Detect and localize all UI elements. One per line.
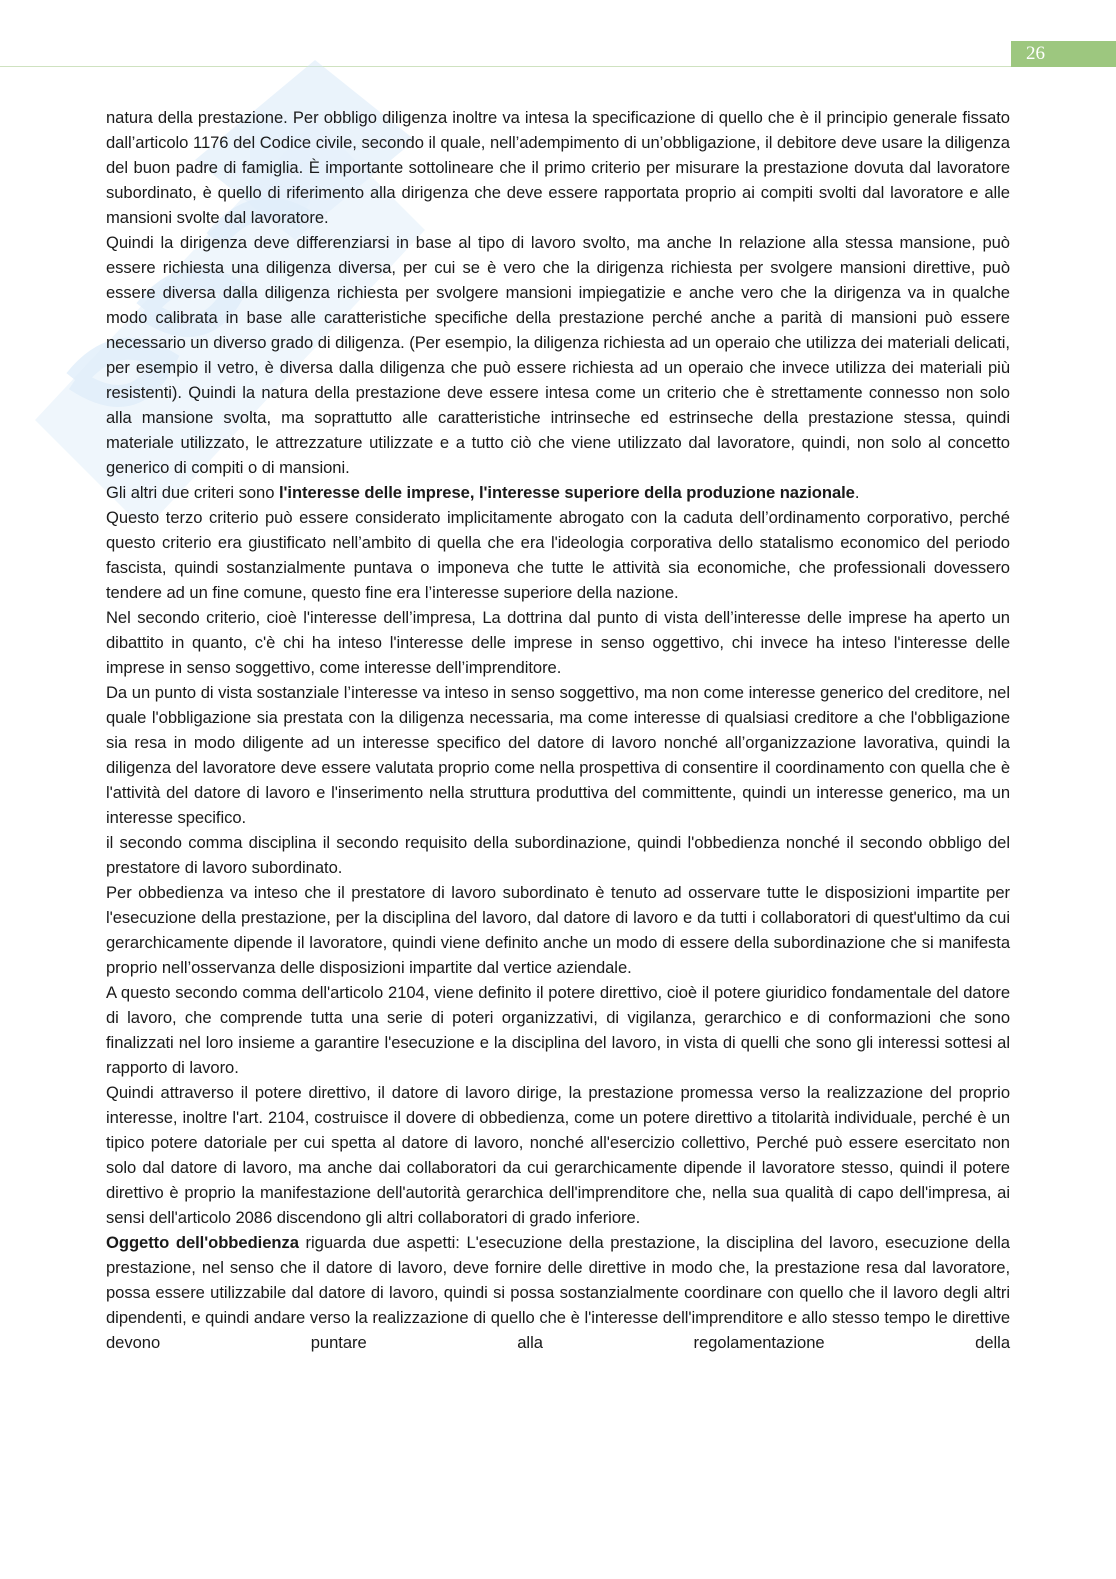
- header-rule: [0, 66, 1011, 67]
- paragraph: Per obbedienza va inteso che il prestatore di lavoro subordinato è tenuto ad osservare tutte le disposizioni impartite per l'esecuzione della prestazione, per la disciplina del lavoro, dal datore di lavoro e da tutti i collaboratori di quest'ultimo da cui gerarchicamente dipende il lavoratore, quindi viene definito anche un modo di essere della subordinazione che si manifesta proprio nell’osservanza delle disposizioni impartite dal vertice aziendale.: [106, 883, 1010, 977]
- bold-term: l'interesse delle imprese: [278, 483, 470, 502]
- paragraph: Quindi la dirigenza deve differenziarsi in base al tipo di lavoro svolto, ma anche In relazione alla stessa mansione, può essere richiesta una diligenza diversa, per cui se è vero che la dirigenza richiesta per svolgere mansioni direttive, può essere diversa dalla diligenza richiesta per svolgere mansioni impiegatizie e anche vero che la dirigenza va in qualche modo calibrata in base alle caratteristiche specifiche della prestazione perché anche a parità di mansioni può essere necessario un diverso grado di diligenza. (Per esempio, la diligenza richiesta ad un operaio che utilizza dei materiali delicati, per esempio il vetro, è diversa dalla diligenza che può essere richiesta ad un operaio che invece utilizza dei materiali più resistenti). Quindi la natura della prestazione deve essere intesa come un criterio che è strettamente connesso non solo alla mansione svolta, ma soprattutto alle caratteristiche intrinseche ed estrinseche della prestazione stessa, quindi materiale utilizzato, le attrezzature utilizzate e a tutto ciò che viene utilizzato dal lavoratore, quindi, non solo al concetto generico di compiti o di mansioni.: [106, 233, 1010, 477]
- bold-term: Oggetto dell'obbedienza: [106, 1233, 299, 1252]
- document-body: [106, 105, 1010, 1355]
- paragraph: Oggetto dell'obbedienza riguarda due aspetti: L'esecuzione della prestazione, la disciplina del lavoro, esecuzione della prestazione, nel senso che il datore di lavoro, deve fornire delle direttive in modo che, la prestazione resa dal lavoratore, possa essere utilizzabile dal datore di lavoro, quindi si possa sostanzialmente coordinare con quello che il lavoro degli altri dipendenti, e quindi andare verso la realizzazione di quello che è l'interesse dell'imprenditore e allo stesso tempo le direttive devono puntare alla regolamentazione della: [106, 1233, 1010, 1352]
- paragraph: Da un punto di vista sostanziale l’interesse va inteso in senso soggettivo, ma non come interesse generico del creditore, nel quale l'obbligazione sia prestata con la diligenza necessaria, ma come interesse di qualsiasi creditore a che l'obbligazione sia resa in modo diligente ad un interesse specifico del datore di lavoro nonché all’organizzazione lavorativa, quindi la diligenza del lavoratore deve essere valutata proprio come nella prospettiva di consentire il coordinamento con quella che è l'attività del datore di lavoro e l'inserimento nella struttura produttiva del committente, quindi un interesse generico, ma un interesse specifico.: [106, 683, 1010, 827]
- paragraph: il secondo comma disciplina il secondo requisito della subordinazione, quindi l'obbedienza nonché il secondo obbligo del prestatore di lavoro subordinato.: [106, 833, 1010, 877]
- paragraph: A questo secondo comma dell'articolo 2104, viene definito il potere direttivo, cioè il potere giuridico fondamentale del datore di lavoro, che comprende tutta una serie di poteri organizzativi, di vigilanza, gerarchico e di conformazioni che sono finalizzati nel loro insieme a garantire l'esecuzione e la disciplina del lavoro, in vista di quelli che sono gli interessi sottesi al rapporto di lavoro.: [106, 983, 1010, 1077]
- paragraph: Gli altri due criteri sono l'interesse delle imprese, l'interesse superiore della produzione nazionale.: [106, 483, 860, 502]
- paragraph: Nel secondo criterio, cioè l'interesse dell’impresa, La dottrina dal punto di vista dell’interesse delle imprese ha aperto un dibattito in quanto, c'è chi ha inteso l'interesse delle imprese in senso oggettivo, chi invece ha inteso l'interesse delle imprese in senso soggettivo, come interesse dell’imprenditore.: [106, 608, 1010, 677]
- paragraph: natura della prestazione. Per obbligo diligenza inoltre va intesa la specificazione di quello che è il principio generale fissato dall’articolo 1176 del Codice civile, secondo il quale, nell’adempimento di un’obbligazione, il debitore deve usare la diligenza del buon padre di famiglia. È importante sottolineare che il primo criterio per misurare la prestazione dovuta dal lavoratore subordinato, è quello di riferimento alla dirigenza che deve essere rapportata proprio ai compiti svolti dal lavoratore e alle mansioni svolte dal lavoratore.: [106, 108, 1010, 227]
- bold-term: l'interesse superiore della produzione nazionale: [478, 483, 855, 502]
- paragraph: Quindi attraverso il potere direttivo, il datore di lavoro dirige, la prestazione promessa verso la realizzazione del proprio interesse, inoltre l'art. 2104, costruisce il dovere di obbedienza, come un potere direttivo a titolarità individuale, perché è un tipico potere datoriale per cui spetta al datore di lavoro, nonché all'esercizio collettivo, Perché può essere esercitato non solo dal datore di lavoro, ma anche dai collaboratori da cui gerarchicamente dipende il lavoratore stesso, quindi il potere direttivo è proprio la manifestazione dell'autorità gerarchica dell'imprenditore che, nella sua qualità di capo dell'impresa, ai sensi dell'articolo 2086 discendono gli altri collaboratori di grado inferiore.: [106, 1083, 1010, 1227]
- page-number: 26: [1026, 43, 1045, 64]
- paragraph: Questo terzo criterio può essere considerato implicitamente abrogato con la caduta dell’ordinamento corporativo, perché questo criterio era giustificato nell’ambito di quella che era l'ideologia corporativa dello statalismo economico del periodo fascista, quindi sostanzialmente puntava o imponeva che tutte le attività sia economiche, che professionali dovessero tendere ad un fine comune, questo fine era l’interesse superiore della nazione.: [106, 508, 1010, 602]
- page-number-box: [1011, 41, 1116, 67]
